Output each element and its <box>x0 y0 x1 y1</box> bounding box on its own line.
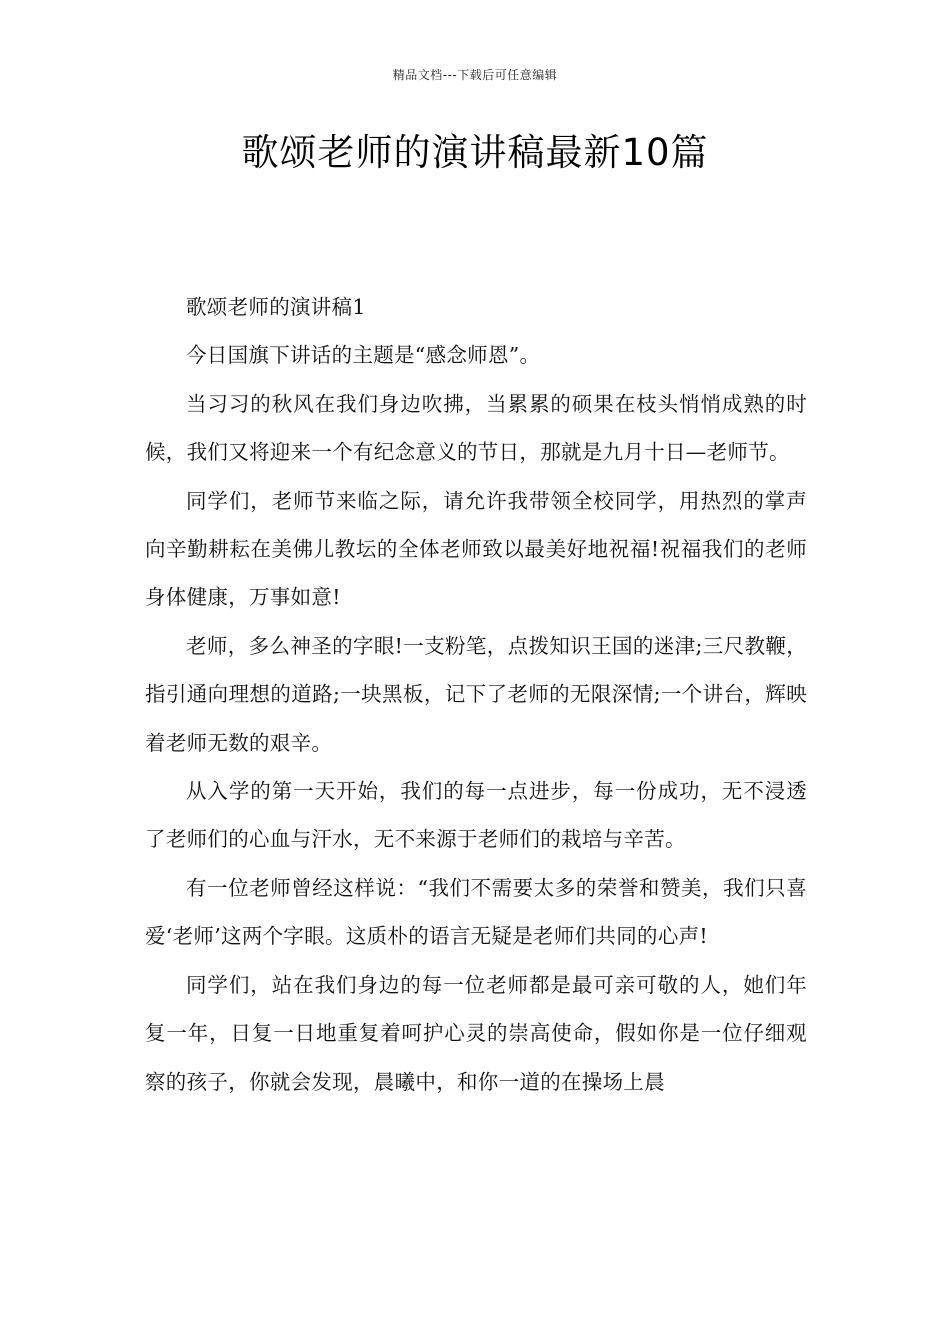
document-body <box>145 283 807 1106</box>
section-heading: 歌颂老师的演讲稿1 <box>186 295 366 319</box>
paragraph: 当习习的秋风在我们身边吹拂，当累累的硕果在枝头悄悄成熟的时候，我们又将迎来一个有纪念意义的节日，那就是九月十日—老师节。 <box>145 391 807 465</box>
paragraph: 今日国旗下讲话的主题是“感念师恩”。 <box>186 343 541 368</box>
paragraph: 同学们，老师节来临之际，请允许我带领全校同学，用热烈的掌声向辛勤耕耘在美佛儿教坛的全体老师致以最美好地祝福!祝福我们的老师身体健康，万事如意! <box>145 488 807 610</box>
header-note: 精品文档---下载后可任意编辑 <box>392 68 558 82</box>
paragraph: 同学们，站在我们身边的每一位老师都是最可亲可敬的人，她们年复一年，日复一日地重复着呵护心灵的崇高使命，假如你是一位仔细观察的孩子，你就会发现，晨曦中，和你一道的在操场上晨 <box>145 972 807 1094</box>
paragraph: 从入学的第一天开始，我们的每一点进步，每一份成功，无不浸透了老师们的心血与汗水，无不来源于老师们的栽培与辛苦。 <box>145 779 807 852</box>
paragraph: 有一位老师曾经这样说：“我们不需要太多的荣誉和赞美，我们只喜爱‘老师’这两个字眼。这质朴的语言无疑是老师们共同的心声! <box>145 875 807 949</box>
paragraph: 老师，多么神圣的字眼!一支粉笔，点拨知识王国的迷津;三尺教鞭，指引通向理想的道路;一块黑板，记下了老师的无限深情;一个讲台，辉映着老师无数的艰辛。 <box>145 633 807 755</box>
document-title: 歌颂老师的演讲稿最新10篇 <box>241 131 709 174</box>
